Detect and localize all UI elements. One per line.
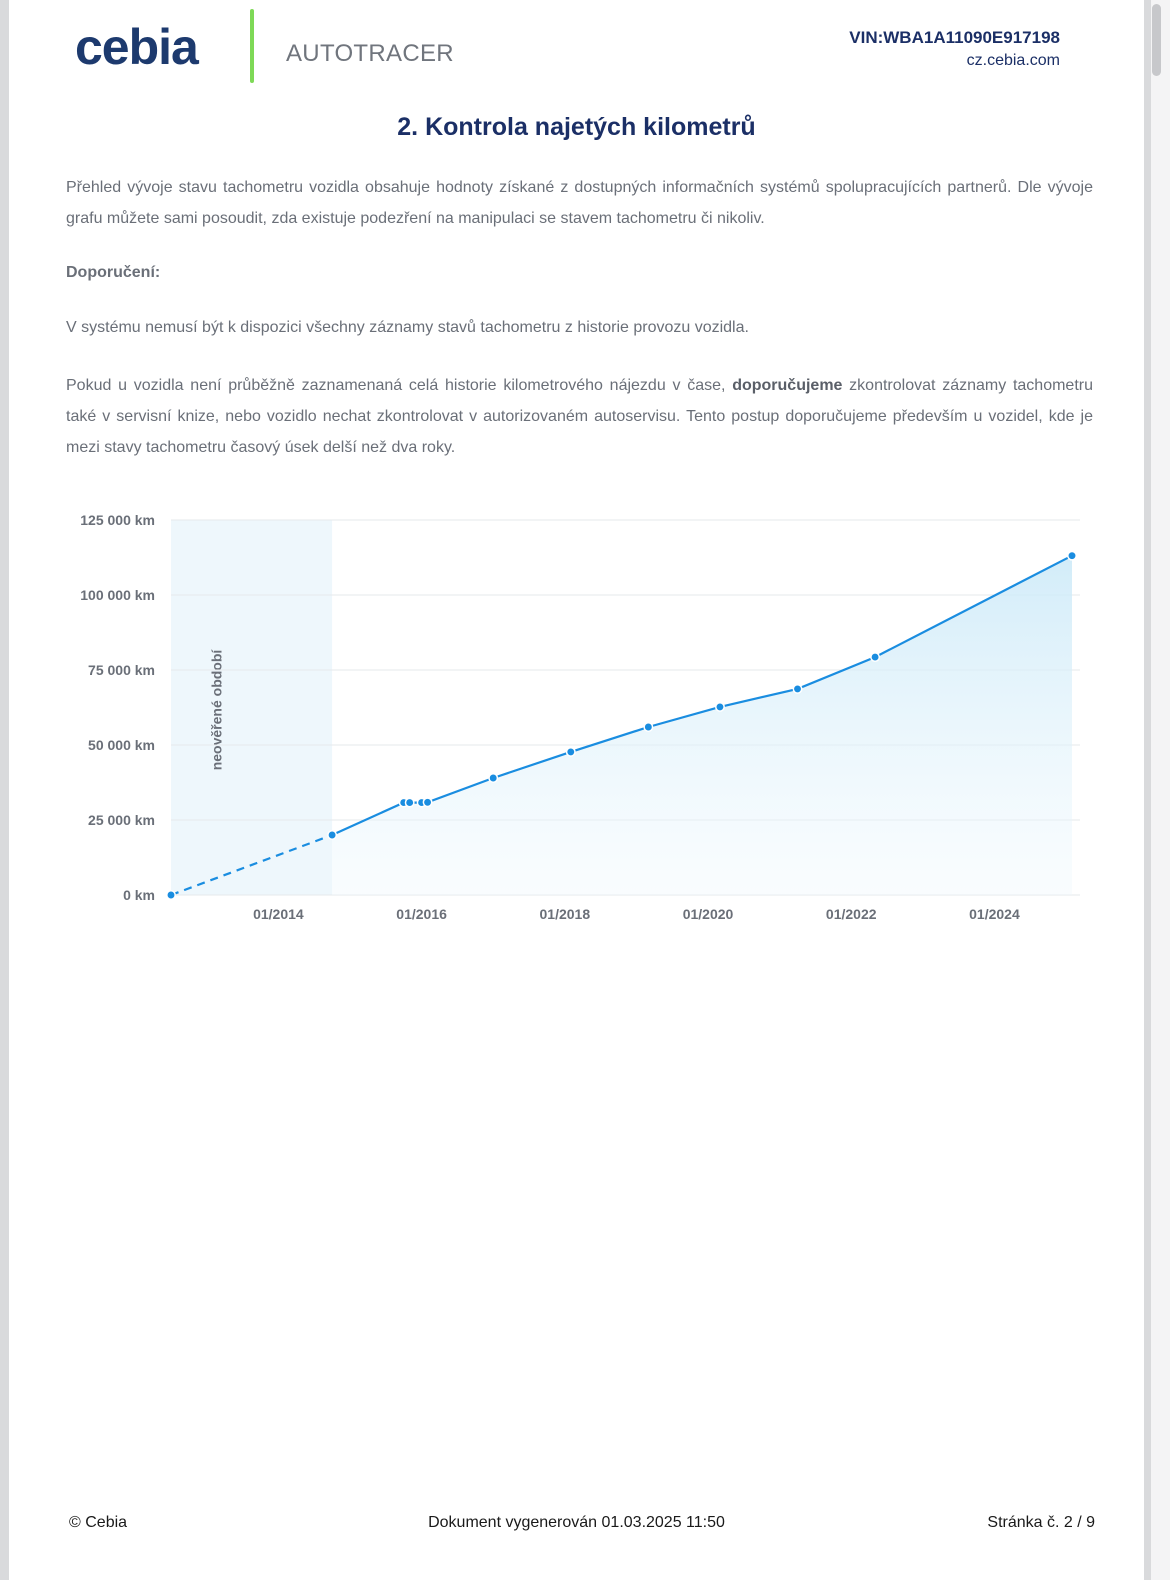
mileage-point bbox=[644, 723, 652, 731]
website-link[interactable]: cz.cebia.com bbox=[966, 52, 1060, 69]
cebia-logo: cebia bbox=[75, 19, 198, 75]
product-name: AUTOTRACER bbox=[286, 40, 454, 67]
y-tick-label: 50 000 km bbox=[88, 737, 155, 753]
x-tick-label: 01/2014 bbox=[253, 906, 304, 922]
section-title: 2. Kontrola najetých kilometrů bbox=[397, 113, 756, 141]
mileage-point bbox=[716, 703, 724, 711]
mileage-point bbox=[328, 831, 336, 839]
mileage-point bbox=[489, 774, 497, 782]
footer-copyright: © Cebia bbox=[69, 1514, 128, 1531]
mileage-point bbox=[1068, 552, 1076, 560]
recommendation-text-start: Pokud u vozidla není průběžně zaznamenaná celá historie kilometrového nájezdu v čase, bbox=[66, 377, 733, 394]
vin-number: VIN:WBA1A11090E917198 bbox=[849, 28, 1060, 47]
intro-paragraph: Přehled vývoje stavu tachometru vozidla obsahuje hodnoty získané z dostupných informačních systémů spolupracujících partnerů. Dle vývoje grafu můžete sami posoudit, zda existuje podezření na manipulaci se stavem tachometru či nikoliv. bbox=[66, 179, 1093, 227]
x-tick-label: 01/2020 bbox=[682, 906, 734, 922]
recommendation-emphasis: doporučujeme bbox=[732, 377, 843, 394]
y-tick-label: 75 000 km bbox=[88, 662, 155, 678]
odometer-chart bbox=[9, 500, 1144, 940]
footer-page-number: Stránka č. 2 / 9 bbox=[987, 1514, 1095, 1531]
scrollbar-thumb[interactable] bbox=[1152, 4, 1161, 76]
mileage-point bbox=[405, 798, 413, 806]
mileage-point bbox=[871, 653, 879, 661]
x-tick-label: 01/2018 bbox=[539, 906, 591, 922]
x-tick-label: 01/2022 bbox=[825, 906, 877, 922]
unverified-period-label: neověřené období bbox=[208, 649, 225, 771]
verified-area-fill bbox=[332, 556, 1072, 895]
recommendation-heading: Doporučení: bbox=[66, 264, 161, 281]
mileage-point bbox=[167, 891, 175, 899]
mileage-point bbox=[423, 798, 431, 806]
y-tick-label: 25 000 km bbox=[88, 812, 155, 828]
mileage-point bbox=[793, 685, 801, 693]
recommendation-paragraph-1: V systému nemusí být k dispozici všechny záznamy stavů tachometru z historie provozu vozidla. bbox=[66, 319, 749, 336]
recommendation-paragraph-2 bbox=[66, 370, 1093, 463]
scrollbar-track[interactable] bbox=[1151, 0, 1170, 1580]
recommendation-text-end: zkontrolovat záznamy tachometru také v servisní knize, nebo vozidlo nechat zkontrolovat v autorizovaném autoservisu. Tento postup doporučujeme především u vozidel, kde je mezi stavy tachometru časový úsek delší než dva roky. bbox=[66, 377, 1093, 456]
x-tick-label: 01/2024 bbox=[969, 906, 1020, 922]
x-tick-label: 01/2016 bbox=[396, 906, 447, 922]
logo-divider bbox=[250, 9, 254, 83]
unverified-period-band bbox=[171, 520, 332, 895]
report-page bbox=[9, 0, 1144, 1580]
y-tick-label: 100 000 km bbox=[80, 587, 155, 603]
y-tick-label: 0 km bbox=[123, 887, 155, 903]
y-tick-label: 125 000 km bbox=[80, 512, 155, 528]
footer-generated: Dokument vygenerován 01.03.2025 11:50 bbox=[428, 1514, 725, 1531]
mileage-point bbox=[567, 748, 575, 756]
